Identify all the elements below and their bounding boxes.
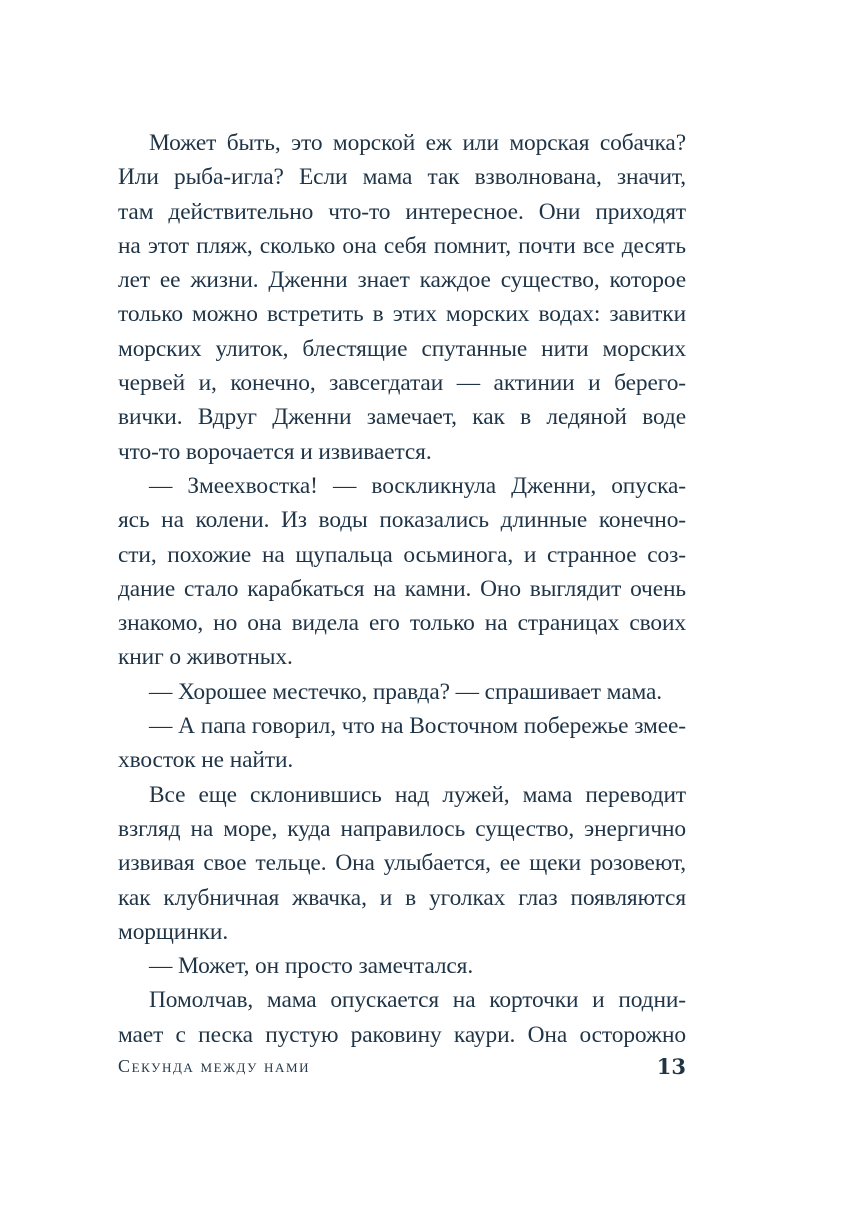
text-line: дание стало карабкаться на камни. Оно выглядит очень — [118, 575, 686, 602]
text-line: знакомо, но она видела его только на страницах своих — [118, 610, 686, 637]
text-line: Или рыба-игла? Если мама так взволнована, значит, — [118, 164, 686, 191]
body-text — [118, 126, 686, 1052]
text-line: только можно встретить в этих морских водах: завитки — [118, 301, 686, 328]
text-line: — Хорошее местечко, правда? — спрашивает мама. — [149, 678, 663, 705]
paragraph — [118, 709, 686, 778]
text-line: — Может, он просто замечтался. — [149, 953, 474, 980]
text-line: морщинки. — [118, 918, 229, 945]
paragraph — [118, 949, 686, 983]
text-line: Все еще склонившись над лужей, мама переводит — [149, 781, 686, 808]
paragraph — [118, 675, 686, 709]
text-line: — А папа говорил, что на Восточном побережье змее- — [149, 713, 686, 740]
text-line: на этот пляж, сколько она себя помнит, почти все десять — [118, 232, 686, 259]
text-line: хвосток не найти. — [118, 747, 294, 774]
text-line: червей и, конечно, завсегдатаи — актинии и берего- — [118, 370, 686, 397]
text-line: лет ее жизни. Дженни знает каждое существо, которое — [118, 267, 686, 294]
text-line: книг о животных. — [118, 644, 293, 671]
text-line: ясь на колени. Из воды показались длинные конечно- — [118, 507, 686, 534]
paragraph — [118, 983, 686, 1052]
page-footer — [118, 1054, 686, 1084]
text-line: что-то ворочается и извивается. — [118, 438, 432, 465]
paragraph — [118, 469, 686, 675]
text-line: как клубничная жвачка, и в уголках глаз появляются — [118, 884, 686, 911]
paragraph — [118, 778, 686, 949]
text-line: Может быть, это морской еж или морская собачка? — [149, 130, 686, 156]
text-line: морских улиток, блестящие спутанные нити морских — [118, 335, 686, 362]
text-line: мает с песка пустую раковину каури. Она осторожно — [118, 1021, 686, 1048]
text-line: сти, похожие на щупальца осьминога, и странное соз- — [118, 541, 686, 568]
text-line: извивая свое тельце. Она улыбается, ее щеки розовеют, — [118, 850, 686, 877]
text-line: вички. Вдруг Дженни замечает, как в ледяной воде — [118, 404, 686, 431]
page-number: 13 — [656, 1054, 686, 1079]
running-title: Секунда между нами — [118, 1056, 311, 1076]
text-line: Помолчав, мама опускается на корточки и подни- — [149, 987, 686, 1014]
text-line: там действительно что-то интересное. Они приходят — [118, 198, 686, 225]
text-line: взгляд на море, куда направилось существо, энергично — [118, 815, 686, 842]
text-line: — Змеехвостка! — воскликнула Дженни, опуска- — [149, 472, 686, 499]
paragraph — [118, 126, 686, 469]
